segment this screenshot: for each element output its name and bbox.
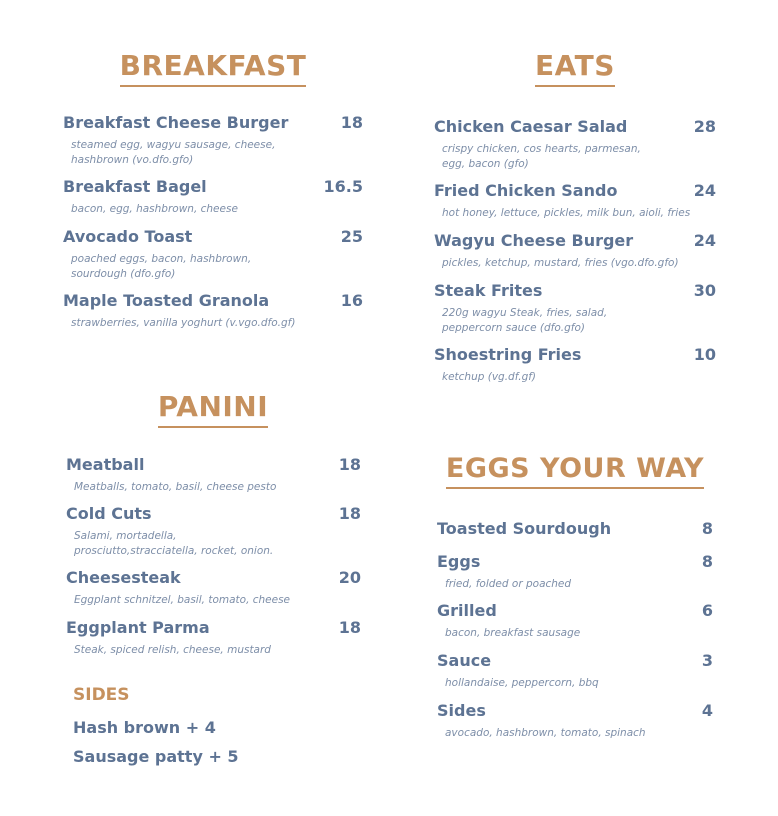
item-description: strawberries, vanilla yoghurt (v.vgo.dfo.gf) <box>71 317 296 329</box>
sides-title: SIDES <box>73 685 130 705</box>
item-name: Cheesesteak <box>66 568 181 587</box>
item-price: 18 <box>338 455 361 474</box>
eats-title-text: EATS <box>535 52 615 87</box>
item-description: bacon, breakfast sausage <box>445 627 581 639</box>
item-description: hollandaise, peppercorn, bbq <box>445 677 599 689</box>
item-name: Shoestring Fries <box>434 345 582 364</box>
menu-item-fried-chicken-sando <box>434 181 716 221</box>
item-price: 6 <box>701 601 713 620</box>
item-name: Steak Frites <box>434 281 543 300</box>
menu-item-cold-cuts <box>66 504 361 559</box>
menu-item-eggplant-parma <box>66 618 361 658</box>
menu-item-breakfast-bagel <box>63 177 363 217</box>
item-description: hot honey, lettuce, pickles, milk bun, aioli, fries <box>442 207 691 219</box>
item-name: Maple Toasted Granola <box>63 291 270 310</box>
menu-item-chicken-caesar-salad <box>434 117 716 172</box>
item-description: fried, folded or poached <box>445 578 572 590</box>
item-description: ketchup (vg.df.gf) <box>442 371 537 383</box>
item-price: 20 <box>338 568 361 587</box>
item-description: Eggplant schnitzel, basil, tomato, cheese <box>74 594 291 606</box>
side-item-sausage-patty: Sausage patty + 5 <box>73 747 239 766</box>
item-name: Cold Cuts <box>66 504 152 523</box>
item-description: crispy chicken, cos hearts, parmesan, egg, bacon (gfo) <box>442 143 641 170</box>
item-price: 25 <box>340 227 363 246</box>
item-name: Meatball <box>66 455 145 474</box>
side-item-hash-brown: Hash brown + 4 <box>73 718 216 737</box>
item-price: 24 <box>693 181 716 200</box>
item-name: Grilled <box>437 601 497 620</box>
item-description: avocado, hashbrown, tomato, spinach <box>445 727 646 739</box>
item-description: bacon, egg, hashbrown, cheese <box>71 203 238 215</box>
eggs-your-way-title-text: EGGS YOUR WAY <box>446 455 704 489</box>
item-price: 8 <box>701 552 713 571</box>
item-description: 220g wagyu Steak, fries, salad, peppercorn sauce (dfo.gfo) <box>442 307 608 334</box>
item-description: steamed egg, wagyu sausage, cheese, hashbrown (vo.dfo.gfo) <box>71 139 276 166</box>
item-name: Sides <box>437 701 486 720</box>
item-price: 18 <box>338 618 361 637</box>
item-name: Fried Chicken Sando <box>434 181 618 200</box>
item-name: Chicken Caesar Salad <box>434 117 628 136</box>
item-price: 18 <box>338 504 361 523</box>
item-price: 4 <box>701 701 713 720</box>
menu-item-shoestring-fries <box>434 345 716 385</box>
item-name: Wagyu Cheese Burger <box>434 231 634 250</box>
menu-item-toasted-sourdough <box>437 519 713 538</box>
item-price: 16.5 <box>323 177 363 196</box>
breakfast-title <box>100 49 326 87</box>
item-price: 10 <box>693 345 716 364</box>
item-name: Breakfast Bagel <box>63 177 207 196</box>
item-price: 8 <box>701 519 713 538</box>
eats-title <box>480 49 670 87</box>
panini-title <box>140 390 286 428</box>
item-description: poached eggs, bacon, hashbrown, sourdough (dfo.gfo) <box>71 253 252 280</box>
item-price: 3 <box>701 651 713 670</box>
item-name: Eggplant Parma <box>66 618 210 637</box>
menu-item-meatball <box>66 455 361 495</box>
item-description: pickles, ketchup, mustard, fries (vgo.dfo.gfo) <box>442 257 679 269</box>
menu-item-cheesesteak <box>66 568 361 608</box>
item-description: Steak, spiced relish, cheese, mustard <box>74 644 271 656</box>
item-price: 28 <box>693 117 716 136</box>
item-price: 30 <box>693 281 716 300</box>
item-price: 24 <box>693 231 716 250</box>
item-name: Eggs <box>437 552 481 571</box>
menu-item-wagyu-cheese-burger <box>434 231 716 271</box>
item-description: Meatballs, tomato, basil, cheese pesto <box>74 481 277 493</box>
eggs-your-way-title <box>440 455 710 489</box>
menu-item-steak-frites <box>434 281 716 336</box>
panini-title-text: PANINI <box>158 393 268 428</box>
menu-item-sides <box>437 701 713 741</box>
breakfast-title-text: BREAKFAST <box>120 52 307 87</box>
item-name: Sauce <box>437 651 492 670</box>
menu-item-sauce <box>437 651 713 691</box>
menu-item-grilled <box>437 601 713 641</box>
item-description: Salami, mortadella, prosciutto,stracciatella, rocket, onion. <box>74 530 274 557</box>
item-name: Breakfast Cheese Burger <box>63 113 289 132</box>
menu-item-avocado-toast <box>63 227 363 282</box>
item-name: Avocado Toast <box>63 227 193 246</box>
item-price: 16 <box>340 291 363 310</box>
menu-item-maple-toasted-granola <box>63 291 363 331</box>
menu-item-breakfast-cheese-burger <box>63 113 363 168</box>
item-name: Toasted Sourdough <box>437 519 612 538</box>
item-price: 18 <box>340 113 363 132</box>
menu-item-eggs <box>437 552 713 592</box>
